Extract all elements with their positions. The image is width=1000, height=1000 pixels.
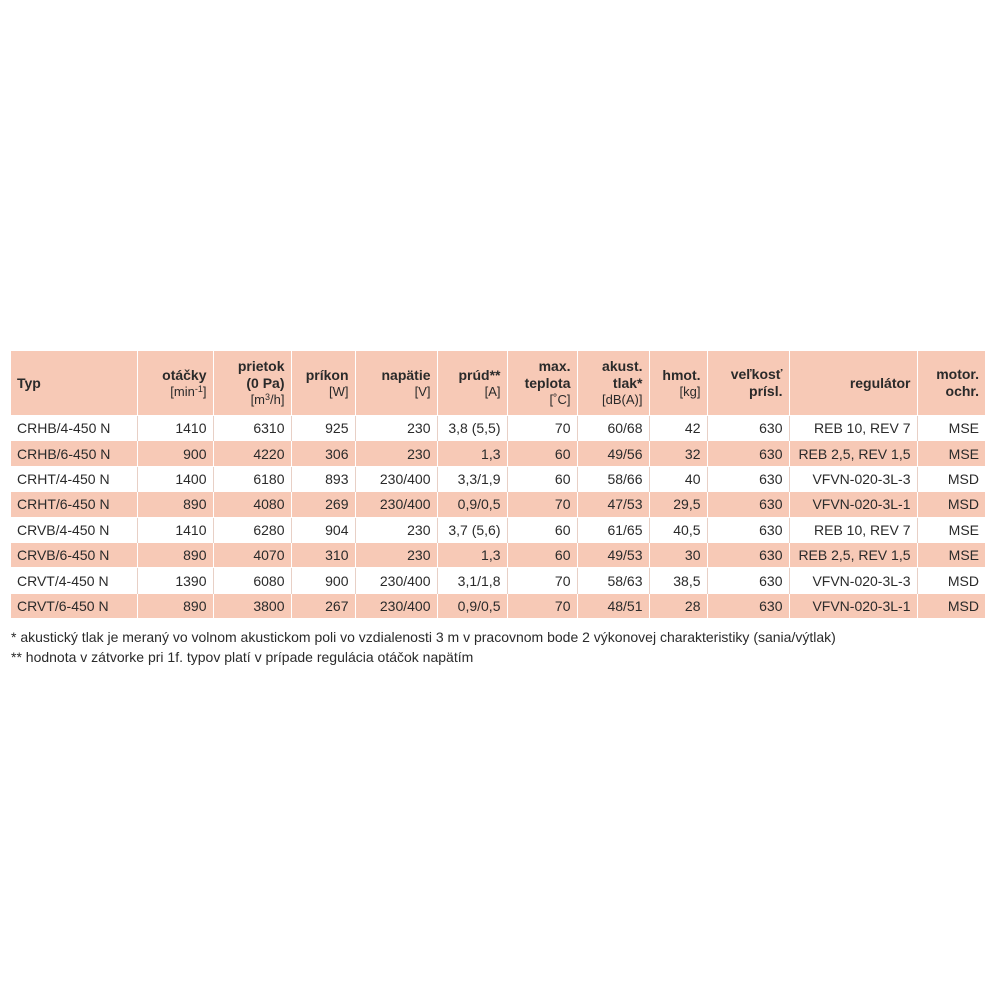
table-row [11, 568, 985, 593]
table-row [11, 542, 985, 567]
table-cell: 310 [291, 542, 355, 567]
table-cell: 630 [707, 466, 789, 491]
column-header-velkost [707, 351, 789, 416]
table-cell: 1410 [137, 416, 213, 441]
table-cell: 630 [707, 492, 789, 517]
table-cell: 6310 [213, 416, 291, 441]
column-header-label: veľkosť [730, 366, 783, 382]
table-cell: VFVN-020-3L-1 [789, 492, 917, 517]
table-cell: 230 [355, 441, 437, 466]
column-header-otacky [137, 351, 213, 416]
table-cell: 230 [355, 517, 437, 542]
table-row [11, 416, 985, 441]
table-cell: 306 [291, 441, 355, 466]
table-cell: 32 [649, 441, 707, 466]
table-cell: MSE [917, 416, 985, 441]
table-row [11, 492, 985, 517]
column-header-akust-tlak [577, 351, 649, 416]
table-cell: 38,5 [649, 568, 707, 593]
table-cell: 40 [649, 466, 707, 491]
table-cell: 42 [649, 416, 707, 441]
table-header [11, 351, 985, 416]
footnote-acoustic: * akustický tlak je meraný vo volnom akustickom poli vo vzdialenosti 3 m v pracovnom bode 2 výkonovej charakteristiky (sania/výtlak) [11, 629, 836, 646]
table-cell: 904 [291, 517, 355, 542]
table-cell: MSD [917, 568, 985, 593]
table-cell: 1410 [137, 517, 213, 542]
table-cell: 49/56 [577, 441, 649, 466]
unit-text: [min [170, 383, 195, 399]
table-cell-type: CRHB/6-450 N [11, 441, 137, 466]
table-cell: 4080 [213, 492, 291, 517]
table-cell: 4220 [213, 441, 291, 466]
column-header-label: prúd** [458, 366, 501, 383]
column-header-napatie [355, 351, 437, 416]
table-cell: 630 [707, 441, 789, 466]
column-header-unit [444, 384, 501, 400]
table-cell: 269 [291, 492, 355, 517]
table-cell: 230/400 [355, 568, 437, 593]
table-cell: 230/400 [355, 492, 437, 517]
unit-text: [dB(A)] [602, 392, 643, 407]
column-header-label: otáčky [162, 366, 207, 383]
column-header-label-line2: (0 Pa) [246, 375, 285, 391]
footnotes [11, 627, 985, 667]
table-cell: 630 [707, 416, 789, 441]
table-cell: 58/63 [577, 568, 649, 593]
table-cell: 230 [355, 416, 437, 441]
table-cell: 3,3/1,9 [437, 466, 507, 491]
table-cell: 890 [137, 492, 213, 517]
table-cell: 48/51 [577, 593, 649, 618]
table-cell: MSD [917, 593, 985, 618]
table-cell: VFVN-020-3L-1 [789, 593, 917, 618]
table-cell-type: CRVB/4-450 N [11, 517, 137, 542]
table-cell: REB 2,5, REV 1,5 [789, 441, 917, 466]
column-header-unit [514, 392, 571, 408]
table-cell: 60 [507, 517, 577, 542]
table-cell: 630 [707, 542, 789, 567]
table-cell-type: CRVT/6-450 N [11, 593, 137, 618]
column-header-unit [584, 392, 643, 408]
table-cell: 29,5 [649, 492, 707, 517]
table-row [11, 466, 985, 491]
table-cell: 900 [137, 441, 213, 466]
table-cell: 0,9/0,5 [437, 593, 507, 618]
table-cell: 49/53 [577, 542, 649, 567]
footnote-current: ** hodnota v zátvorke pri 1f. typov platí v prípade regulácia otáčok napätím [11, 649, 474, 666]
column-header-label: motor. [936, 366, 979, 382]
table-cell: MSE [917, 542, 985, 567]
table-cell: MSD [917, 466, 985, 491]
header-row [11, 351, 985, 416]
unit-text: [m [250, 392, 266, 407]
table-cell: 630 [707, 593, 789, 618]
column-header-label: Typ [17, 374, 41, 391]
column-header-regulator [789, 351, 917, 416]
table-cell: 3,7 (5,6) [437, 517, 507, 542]
column-header-typ [11, 351, 137, 416]
column-header-label-line2: teplota [524, 375, 571, 391]
unit-text-end: /h] [270, 392, 285, 407]
table-cell: 6080 [213, 568, 291, 593]
table-cell: 1400 [137, 466, 213, 491]
column-header-label: napätie [381, 366, 431, 383]
column-header-prikon [291, 351, 355, 416]
spec-table [11, 351, 985, 618]
column-header-prud [437, 351, 507, 416]
table-cell: 70 [507, 568, 577, 593]
column-header-teplota [507, 351, 577, 416]
table-cell: 70 [507, 416, 577, 441]
table-cell: 40,5 [649, 517, 707, 542]
table-cell: 1,3 [437, 542, 507, 567]
column-header-unit [144, 384, 207, 400]
table-cell: 61/65 [577, 517, 649, 542]
table-cell-type: CRVB/6-450 N [11, 542, 137, 567]
unit-text: [kg] [679, 383, 701, 399]
table-cell: 4070 [213, 542, 291, 567]
table-cell: 3,8 (5,5) [437, 416, 507, 441]
table-cell: 630 [707, 568, 789, 593]
table-cell-type: CRHT/6-450 N [11, 492, 137, 517]
table-cell: 267 [291, 593, 355, 618]
table-cell: 60 [507, 466, 577, 491]
column-header-label: max. [538, 358, 571, 374]
table-cell: 3800 [213, 593, 291, 618]
column-header-prietok [213, 351, 291, 416]
table-row [11, 517, 985, 542]
unit-text: [˚C] [549, 392, 571, 407]
column-header-label-line2: tlak* [612, 375, 643, 391]
table-cell: 60 [507, 441, 577, 466]
table-cell: 230 [355, 542, 437, 567]
column-header-unit [298, 384, 349, 400]
unit-superscript: -1 [194, 383, 203, 394]
column-header-label-line2: prísl. [749, 383, 783, 399]
table-cell: 893 [291, 466, 355, 491]
table-cell: 0,9/0,5 [437, 492, 507, 517]
table-cell: REB 10, REV 7 [789, 517, 917, 542]
column-header-motor-ochr [917, 351, 985, 416]
table-cell: 28 [649, 593, 707, 618]
column-header-label: prietok [237, 358, 285, 374]
table-cell: 3,1/1,8 [437, 568, 507, 593]
column-header-unit [362, 384, 431, 400]
column-header-label: príkon [305, 366, 349, 383]
table-cell-type: CRHB/4-450 N [11, 416, 137, 441]
table-cell: 60/68 [577, 416, 649, 441]
table-cell: MSD [917, 492, 985, 517]
table-cell: 6280 [213, 517, 291, 542]
table-cell: 47/53 [577, 492, 649, 517]
table-cell: 230/400 [355, 593, 437, 618]
column-header-unit [656, 384, 701, 400]
table-cell: 1390 [137, 568, 213, 593]
table-row [11, 441, 985, 466]
column-header-hmot [649, 351, 707, 416]
table-cell: 58/66 [577, 466, 649, 491]
column-header-label: akust. [602, 358, 643, 374]
table-cell: 925 [291, 416, 355, 441]
table-cell: 230/400 [355, 466, 437, 491]
table-cell: VFVN-020-3L-3 [789, 466, 917, 491]
unit-superscript: 3 [265, 392, 271, 402]
unit-text: [W] [329, 383, 349, 399]
unit-text: [A] [484, 383, 501, 399]
column-header-label: hmot. [662, 366, 701, 383]
spec-table-container [11, 351, 985, 667]
table-cell: 900 [291, 568, 355, 593]
table-cell: MSE [917, 441, 985, 466]
table-cell: MSE [917, 517, 985, 542]
table-cell: REB 2,5, REV 1,5 [789, 542, 917, 567]
table-cell: 630 [707, 517, 789, 542]
table-body [11, 416, 985, 619]
table-cell: 30 [649, 542, 707, 567]
column-header-unit [220, 392, 285, 408]
unit-text: [V] [414, 383, 431, 399]
table-cell: 6180 [213, 466, 291, 491]
table-row [11, 593, 985, 618]
column-header-label: regulátor [849, 374, 911, 391]
table-cell: VFVN-020-3L-3 [789, 568, 917, 593]
table-cell: 60 [507, 542, 577, 567]
column-header-label-line2: ochr. [945, 383, 979, 399]
table-cell: 1,3 [437, 441, 507, 466]
table-cell: 890 [137, 593, 213, 618]
unit-text-end: ] [202, 383, 207, 399]
table-cell-type: CRVT/4-450 N [11, 568, 137, 593]
table-cell: 70 [507, 492, 577, 517]
table-cell-type: CRHT/4-450 N [11, 466, 137, 491]
table-cell: REB 10, REV 7 [789, 416, 917, 441]
table-cell: 890 [137, 542, 213, 567]
table-cell: 70 [507, 593, 577, 618]
